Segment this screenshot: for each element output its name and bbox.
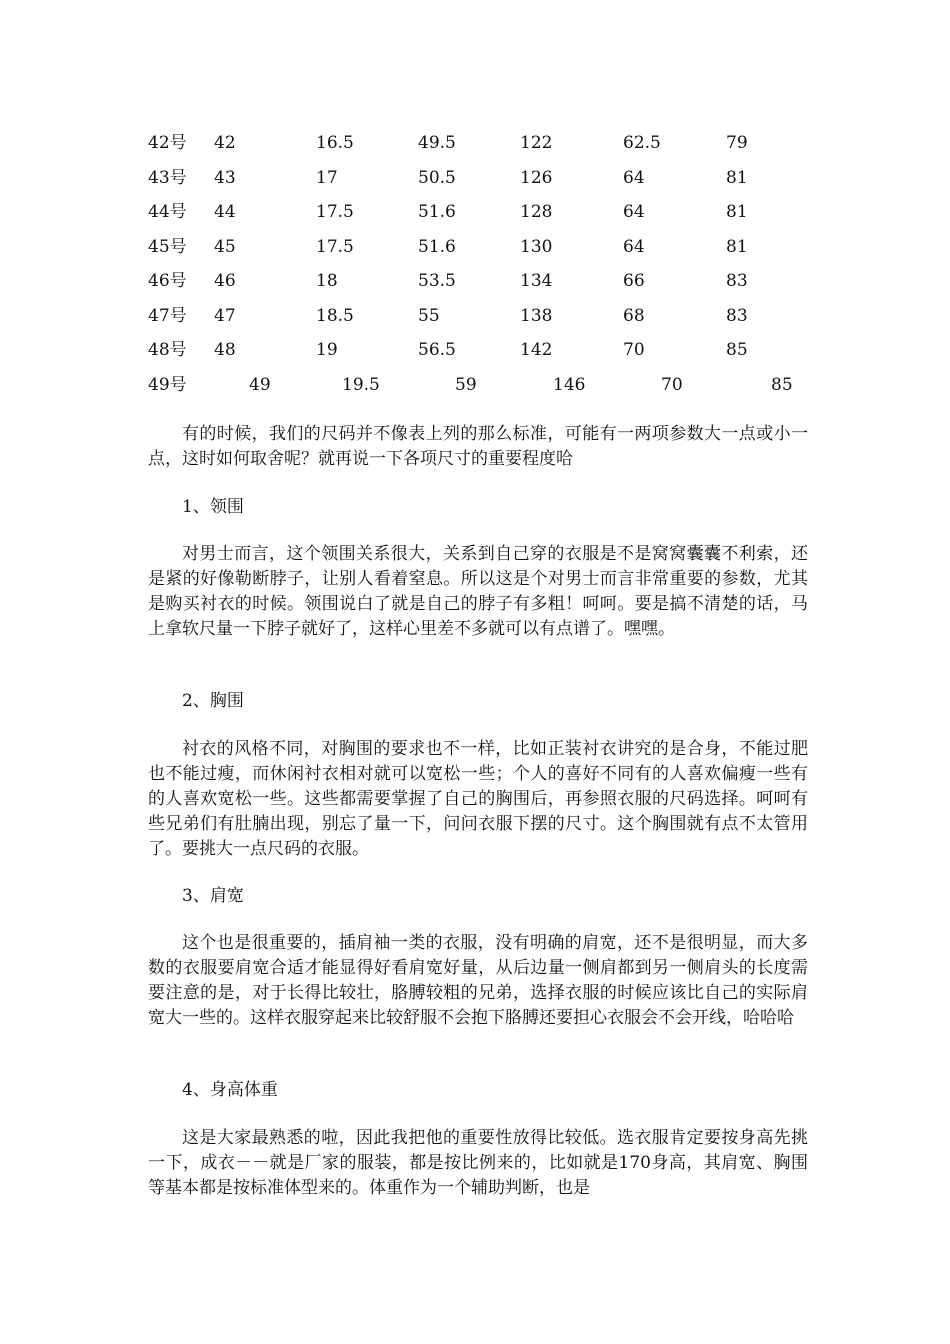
- table-cell: 56.5: [418, 340, 456, 360]
- table-cell: 126: [520, 167, 553, 188]
- table-cell: 53.5: [418, 271, 456, 291]
- table-cell: 66: [623, 271, 645, 291]
- table-cell: 59: [455, 374, 477, 395]
- table-cell: 85: [726, 340, 748, 360]
- table-row: [148, 234, 828, 269]
- section-chest: [148, 689, 808, 714]
- intro-block: [148, 422, 808, 472]
- table-cell: 16.5: [316, 133, 354, 153]
- table-cell: 81: [726, 167, 748, 188]
- table-row: [148, 130, 828, 165]
- table-cell: 50.5: [418, 167, 456, 188]
- table-cell-size-label: 48号: [148, 340, 187, 360]
- table-row: [148, 199, 828, 234]
- table-cell-size-label: 45号: [148, 236, 187, 257]
- table-cell: 122: [520, 133, 553, 153]
- section-shoulder: [148, 884, 808, 909]
- table-cell: 17.5: [316, 202, 354, 222]
- table-row: [148, 303, 828, 338]
- table-row: [148, 372, 828, 407]
- section-paragraph: 衬衣的风格不同，对胸围的要求也不一样，比如正装衬衣讲究的是合身，不能过肥也不能过瘦，而休闲衬衣相对就可以宽松一些；个人的喜好不同有的人喜欢偏瘦一些有的人喜欢宽松一些。这些都需要掌握了自己的胸围后，再参照衣服的尺码选择。呵呵有些兄弟们有肚腩出现，别忘了量一下，问问衣服下摆的尺寸。这个胸围就有点不太管用了。要挑大一点尺码的衣服。: [148, 739, 808, 859]
- table-cell: 17.5: [316, 236, 354, 257]
- table-cell: 64: [623, 236, 645, 257]
- section-chest-body: [148, 737, 808, 862]
- table-cell: 48: [214, 340, 236, 360]
- table-cell: 18.5: [316, 305, 354, 326]
- section-neck-body: [148, 542, 808, 642]
- table-cell: 51.6: [418, 236, 456, 257]
- table-row: [148, 337, 828, 372]
- section-neck: [148, 495, 808, 520]
- table-cell: 138: [520, 305, 553, 326]
- table-cell: 68: [623, 305, 645, 326]
- section-paragraph: 对男士而言，这个领围关系很大，关系到自己穿的衣服是不是窝窝囊囊不利索，还是紧的好像勒断脖子，让别人看着窒息。所以这是个对男士而言非常重要的参数，尤其是购买衬衣的时候。领围说白了就是自己的脖子有多粗！呵呵。要是搞不清楚的话，马上拿软尺量一下脖子就好了，这样心里差不多就可以有点谱了。嘿嘿。: [148, 544, 808, 639]
- table-cell-size-label: 42号: [148, 133, 187, 153]
- table-cell-size-label: 44号: [148, 202, 187, 222]
- table-cell-size-label: 46号: [148, 271, 187, 291]
- table-cell: 55: [418, 305, 440, 326]
- table-cell: 46: [214, 271, 236, 291]
- section-paragraph: 这个也是很重要的，插肩袖一类的衣服，没有明确的肩宽，还不是很明显，而大多数的衣服要肩宽合适才能显得好看肩宽好量，从后边量一侧肩都到另一侧肩头的长度需要注意的是，对于长得比较壮，胳膊较粗的兄弟，选择衣服的时候应该比自己的实际肩宽大一些的。这样衣服穿起来比较舒服不会抱下胳膊还要担心衣服会不会开线，哈哈哈: [148, 933, 808, 1028]
- table-cell: 128: [520, 202, 553, 222]
- table-cell: 18: [316, 271, 338, 291]
- table-cell: 47: [214, 305, 236, 326]
- section-heading: 2、胸围: [182, 691, 244, 711]
- section-heading: 1、领围: [182, 497, 244, 517]
- section-shoulder-body: [148, 931, 808, 1031]
- intro-paragraph: 有的时候，我们的尺码并不像表上列的那么标准，可能有一两项参数大一点或小一点，这时如何取舍呢？就再说一下各项尺寸的重要程度哈: [148, 424, 808, 469]
- section-heading: 4、身高体重: [182, 1080, 278, 1100]
- table-cell: 70: [623, 340, 645, 360]
- table-cell: 49: [249, 374, 271, 395]
- section-height-weight: [148, 1078, 808, 1103]
- table-cell: 83: [726, 305, 748, 326]
- table-cell-size-label: 43号: [148, 167, 187, 188]
- table-cell: 43: [214, 167, 236, 188]
- section-heading: 3、肩宽: [182, 886, 244, 906]
- table-cell: 64: [623, 167, 645, 188]
- table-cell-size-label: 49号: [148, 374, 187, 395]
- table-cell-size-label: 47号: [148, 305, 187, 326]
- table-cell: 64: [623, 202, 645, 222]
- section-height-weight-body: [148, 1126, 808, 1201]
- section-paragraph: 这是大家最熟悉的啦，因此我把他的重要性放得比较低。选衣服肯定要按身高先挑一下，成衣－－就是厂家的服装，都是按比例来的，比如就是170身高，其肩宽、胸围等基本都是按标准体型来的。体重作为一个辅助判断，也是: [148, 1128, 808, 1198]
- table-cell: 45: [214, 236, 236, 257]
- table-cell: 51.6: [418, 202, 456, 222]
- table-cell: 62.5: [623, 133, 661, 153]
- table-row: [148, 165, 828, 200]
- table-row: [148, 268, 828, 303]
- table-cell: 19.5: [342, 374, 380, 395]
- table-cell: 44: [214, 202, 236, 222]
- table-cell: 134: [520, 271, 553, 291]
- table-cell: 146: [553, 374, 586, 395]
- table-cell: 49.5: [418, 133, 456, 153]
- table-cell: 19: [316, 340, 338, 360]
- table-cell: 79: [726, 133, 748, 153]
- table-cell: 17: [316, 167, 338, 188]
- size-table: [148, 130, 828, 406]
- table-cell: 85: [771, 374, 793, 395]
- table-cell: 142: [520, 340, 553, 360]
- table-cell: 42: [214, 133, 236, 153]
- table-cell: 81: [726, 236, 748, 257]
- table-cell: 70: [661, 374, 683, 395]
- table-cell: 83: [726, 271, 748, 291]
- table-cell: 130: [520, 236, 553, 257]
- table-cell: 81: [726, 202, 748, 222]
